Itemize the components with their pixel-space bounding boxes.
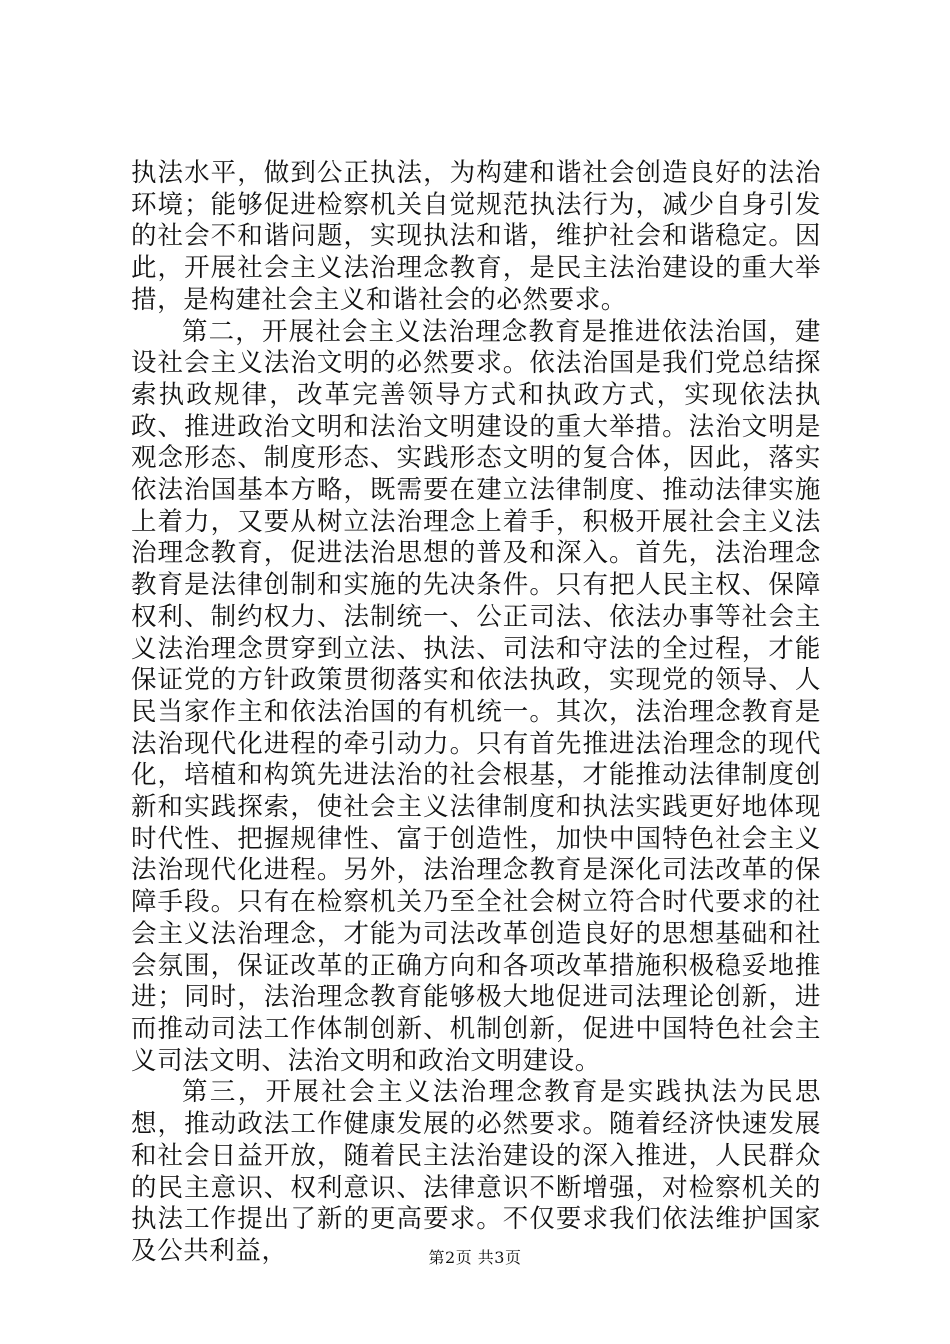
paragraph-second: 第二，开展社会主义法治理念教育是推进依法治国，建设社会主义法治文明的必然要求。依法治国是我们党总结探索执政规律，改革完善领导方式和执政方式，实现依法执政、推进政治文明和法治文明建设的重大举措。法治文明是观念形态、制度形态、实践形态文明的复合体，因此，落实依法治国基本方略，既需要在建立法律制度、推动法律实施上着力，又要从树立法治理念上着手，积极开展社会主义法治理念教育，促进法治思想的普及和深入。首先，法治理念教育是法律创制和实施的先决条件。只有把人民主权、保障权利、制约权力、法制统一、公正司法、依法办事等社会主义法治理念贯穿到立法、执法、司法和守法的全过程，才能保证党的方针政策贯彻落实和依法执政，实现党的领导、人民当家作主和依法治国的有机统一。其次，法治理念教育是法治现代化进程的牵引动力。只有首先推进法治理念的现代化，培植和构筑先进法治的社会根基，才能推动法律制度创新和实践探索，使社会主义法律制度和执法实践更好地体现时代性、把握规律性、富于创造性，加快中国特色社会主义法治现代化进程。另外，法治理念教育是深化司法改革的保障手段。只有在检察机关乃至全社会树立符合时代要求的社会主义法治理念，才能为司法改革创造良好的思想基础和社会氛围，保证改革的正确方向和各项改革措施积极稳妥地推进；同时，法治理念教育能够极大地促进司法理论创新，进而推动司法工作体制创新、机制创新，促进中国特色社会主义司法文明、法治文明和政治文明建设。 — [131, 316, 821, 1076]
paragraph-third: 第三，开展社会主义法治理念教育是实践执法为民思想，推动政法工作健康发展的必然要求。随着经济快速发展和社会日益开放，随着民主法治建设的深入推进，人民群众的民主意识、权利意识、法律意识不断增强，对检察机关的执法工作提出了新的更高要求。不仅要求我们依法维护国家及公共利益， — [131, 1077, 821, 1266]
paragraph-continued: 执法水平，做到公正执法，为构建和谐社会创造良好的法治环境；能够促进检察机关自觉规范执法行为，减少自身引发的社会不和谐问题，实现执法和谐，维护社会和谐稳定。因此，开展社会主义法治理念教育，是民主法治建设的重大举措，是构建社会主义和谐社会的必然要求。 — [131, 158, 821, 315]
body-text — [131, 158, 821, 1268]
page-footer: 第2页 共3页 — [428, 1248, 522, 1267]
